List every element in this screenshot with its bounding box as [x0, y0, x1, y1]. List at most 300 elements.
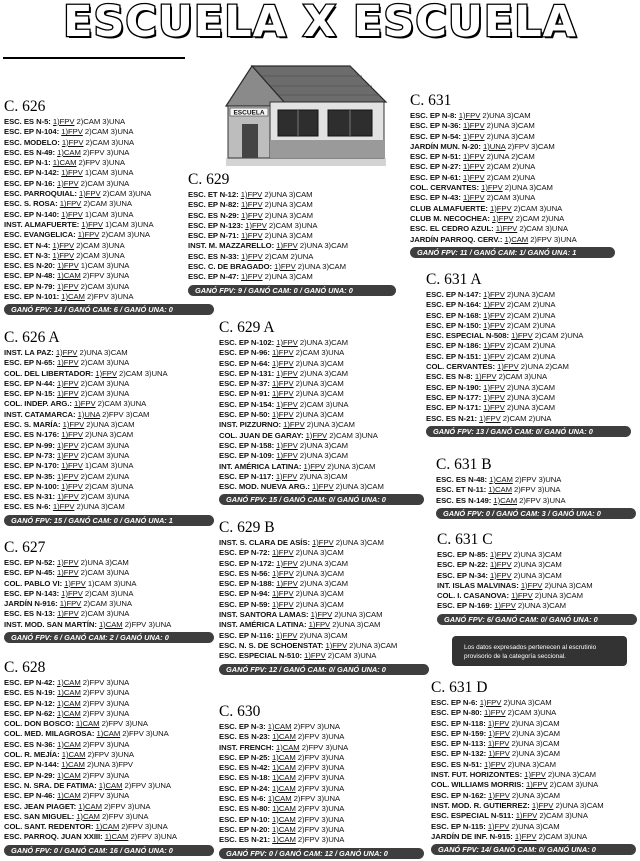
- school-name: ESC. EP N-51:: [410, 152, 461, 162]
- school-name: ESC. EP N-170:: [4, 461, 60, 471]
- winner-party: 1)CAM: [504, 234, 529, 244]
- winner-party: 1)FPV: [484, 708, 506, 718]
- other-parties: 2)FPV 3)UNA: [80, 791, 130, 801]
- winner-party: 1)FPV: [57, 558, 79, 567]
- other-parties: 2)FPV 3)UNA: [80, 688, 130, 698]
- school-name: ESC. C. DE BRAGADO:: [188, 262, 273, 272]
- winner-party: 1)CAM: [272, 773, 296, 783]
- ranking: [58, 199, 132, 208]
- school-result-row: [4, 502, 214, 512]
- other-parties: 2)FPV 3)UNA: [517, 495, 566, 505]
- winner-party: 1)CAM: [272, 824, 296, 834]
- school-result-row: [4, 241, 214, 251]
- school-name: ESC. EP N-3:: [219, 722, 266, 731]
- ranking: [270, 379, 344, 388]
- other-parties: 2)FPV 3)UNA: [295, 773, 345, 783]
- other-parties: 2)FPV 3)UNA: [122, 619, 172, 629]
- ranking: [461, 162, 535, 171]
- school-result-row: [410, 162, 615, 172]
- other-parties: 2)UNA 3)CAM: [304, 420, 355, 430]
- ranking: [272, 262, 346, 271]
- ranking: [488, 560, 562, 569]
- ranking: [55, 179, 129, 188]
- school-name: ESC. PARROQUIAL:: [4, 189, 77, 199]
- ranking: [303, 431, 377, 440]
- other-parties: 2)FPV 3)UNA: [295, 752, 345, 762]
- school-name: ESC. EP N-116:: [219, 630, 274, 640]
- winner-party: 1)FPV: [483, 310, 505, 320]
- school-result-row: [431, 719, 636, 729]
- section-title: C. 629 B: [219, 519, 275, 536]
- ranking: [270, 763, 344, 772]
- section-c631: [410, 93, 615, 258]
- school-name: ESC. ESPECIAL N-511:: [431, 811, 514, 821]
- winner-party: 1)CAM: [267, 722, 292, 731]
- school-name: ESC. EP N-186:: [426, 341, 482, 351]
- ranking: [509, 591, 583, 600]
- school-result-row: [4, 558, 214, 568]
- other-parties: 2)CAM 3)UNA: [74, 117, 126, 126]
- other-parties: 2)CAM 3)UNA: [511, 203, 563, 213]
- school-name: COL. SANT. REDENTOR:: [4, 822, 94, 832]
- school-result-row: [437, 550, 637, 560]
- school-result-row: [219, 743, 424, 753]
- ranking: [270, 773, 344, 782]
- winner-party: 1)FPV: [491, 213, 514, 223]
- summary-bar: GANÓ FPV: 13 / GANÓ CAM: 0/ GANÓ UNA: 0: [426, 426, 631, 437]
- winner-party: 1)FPV: [272, 589, 294, 599]
- section-c631c: [437, 532, 637, 625]
- winner-party: 1)FPV: [490, 550, 512, 559]
- winner-party: 1)CAM: [272, 752, 296, 762]
- school-name: ESC. EP N-169:: [437, 601, 493, 611]
- school-name: INST. FRENCH:: [219, 742, 274, 752]
- other-parties: 2)CAM 3)UNA: [74, 240, 125, 250]
- school-name: ESC. ES N-6:: [219, 794, 266, 804]
- school-name: COL. I. CASANOVA:: [437, 591, 510, 601]
- winner-party: 1)FPV: [520, 580, 543, 590]
- section-c628: [4, 660, 214, 856]
- ranking: [60, 138, 134, 147]
- other-parties: 2)FPV 3)UNA: [511, 485, 561, 495]
- school-name: ESC. EP N-43:: [410, 193, 461, 203]
- winner-party: 1)FPV: [276, 368, 298, 378]
- section-title: C. 630: [219, 703, 261, 720]
- section-title: C. 629: [188, 171, 230, 188]
- other-parties: 2)CAM 3)UNA: [78, 281, 130, 291]
- winner-party: 1)FPV: [57, 261, 79, 271]
- school-result-row: [219, 431, 424, 441]
- school-name: INST. CATAMARCA:: [4, 409, 76, 419]
- winner-party: 1)FPV: [52, 502, 75, 512]
- school-result-row: [4, 369, 214, 379]
- school-result-row: [219, 753, 424, 763]
- school-result-row: [219, 348, 424, 358]
- other-parties: 2)FPV 3)UNA: [528, 234, 577, 244]
- school-name: ESC. ES N-49:: [4, 147, 56, 157]
- school-result-row: [4, 179, 214, 189]
- ranking: [461, 173, 535, 182]
- school-name: ESC. EP N-99:: [4, 440, 55, 450]
- school-name: ESC. EP N-123:: [188, 220, 244, 230]
- other-parties: 2)FPV 3)UNA: [120, 729, 169, 739]
- other-parties: 2)UNA 3)CAM: [293, 589, 344, 599]
- school-result-row: [426, 321, 631, 331]
- school-result-row: [4, 709, 214, 719]
- ranking: [50, 251, 124, 260]
- ranking: [487, 475, 561, 484]
- school-result-row: [431, 822, 636, 832]
- other-parties: 2)UNA 3)CAM: [325, 461, 376, 471]
- section-c631b: [436, 457, 636, 519]
- ranking: [74, 812, 148, 821]
- ranking: [270, 359, 344, 368]
- section-title: C. 627: [4, 539, 46, 556]
- other-parties: 2)FPV 3)UNA: [80, 678, 130, 687]
- school-name: ESC. EP N-96:: [219, 348, 270, 358]
- school-name: ESC. EP N-61:: [410, 172, 461, 182]
- winner-party: 1)FPV: [52, 250, 75, 260]
- school-result-row: [219, 804, 424, 814]
- ranking: [270, 548, 344, 557]
- winner-party: 1)FPV: [81, 219, 103, 229]
- winner-party: 1)CAM: [98, 619, 123, 629]
- school-name: ESC. ET N-11:: [436, 485, 487, 495]
- other-parties: 2)CAM 3)UNA: [297, 399, 349, 409]
- school-name: ESC. EP N-162:: [431, 790, 487, 800]
- winner-party: 1)CAM: [57, 147, 81, 157]
- other-parties: 2)FPV 3)UNA: [99, 811, 149, 821]
- school-name: ESC. EP N-59:: [219, 599, 270, 609]
- school-result-row: [188, 221, 396, 231]
- school-name: ESC. EP N-44:: [4, 378, 55, 388]
- school-name: ESC. ES N-19:: [4, 688, 56, 698]
- ranking: [97, 781, 171, 790]
- ranking: [55, 261, 129, 270]
- school-name: INST. LA PAZ:: [4, 348, 54, 357]
- school-name: ESC. EP N-154:: [219, 399, 275, 409]
- ranking: [478, 698, 552, 707]
- other-parties: 2)CAM 3)UNA: [496, 372, 548, 382]
- summary-bar: GANÓ FPV: 14/ GANÓ CAM: 0/ GANÓ UNA: 0: [431, 844, 636, 855]
- winner-party: 1)CAM: [272, 804, 296, 814]
- winner-party: 1)FPV: [62, 420, 85, 430]
- winner-party: 1)CAM: [493, 495, 518, 505]
- school-result-row: [219, 420, 424, 430]
- winner-party: 1)CAM: [76, 811, 100, 821]
- ranking: [274, 241, 348, 250]
- school-name: ESC. EP N-52:: [4, 558, 55, 567]
- other-parties: 2)UNA 3)CAM: [262, 210, 313, 220]
- winner-party: 1)FPV: [241, 231, 263, 241]
- school-result-row: [4, 599, 214, 609]
- winner-party: 1)FPV: [57, 568, 79, 578]
- winner-party: 1)FPV: [494, 601, 516, 611]
- winner-party: 1)FPV: [511, 591, 533, 601]
- school-name: ESC. EP N-151:: [426, 351, 482, 361]
- ranking: [239, 211, 313, 220]
- other-parties: 2)CAM 3)UNA: [95, 399, 147, 409]
- school-result-row: [437, 560, 637, 570]
- school-result-row: [437, 571, 637, 581]
- school-name: JARDÍN DE INF. N-915:: [431, 831, 513, 841]
- winner-party: 1)FPV: [57, 281, 79, 291]
- school-result-row: [219, 763, 424, 773]
- school-name: ESC. EP N-140:: [4, 209, 60, 219]
- school-result-row: [4, 482, 214, 492]
- school-result-row: [410, 183, 615, 193]
- school-name: ESC. EP N-94:: [219, 589, 270, 599]
- school-result-row: [4, 271, 214, 281]
- school-result-row: [4, 579, 214, 589]
- other-parties: 2)UNA 3)CAM: [515, 601, 567, 611]
- other-parties: 2)UNA 3)CAM: [297, 338, 349, 347]
- other-parties: 2)CAM 3)UNA: [484, 193, 536, 203]
- winner-party: 1)UNA: [77, 409, 101, 419]
- school-result-row: [4, 127, 214, 137]
- school-name: ESC. PARROQ. JUAN XXIII:: [4, 832, 103, 842]
- winner-party: 1)CAM: [267, 794, 292, 804]
- ranking: [509, 331, 583, 340]
- winner-party: 1)FPV: [61, 430, 83, 440]
- other-parties: 2)UNA 3)CAM: [262, 231, 313, 241]
- school-result-row: [188, 262, 396, 272]
- school-result-row: [4, 568, 214, 578]
- school-name: ESC. EP N-79:: [4, 281, 55, 291]
- school-name: ESC. EP N-100:: [4, 481, 60, 491]
- ranking: [514, 811, 588, 820]
- ranking: [76, 802, 150, 811]
- school-name: ESC. S. ROSA:: [4, 199, 58, 209]
- results-list: [4, 117, 214, 302]
- other-parties: 2)FPV 3)UNA: [101, 801, 151, 811]
- other-parties: 2)FPV 3)UNA: [291, 794, 341, 804]
- school-result-row: [4, 492, 214, 502]
- school-name: COL. DEL LIBERTADOR:: [4, 368, 94, 378]
- winner-party: 1)CAM: [98, 780, 123, 790]
- winner-party: 1)CAM: [488, 485, 512, 495]
- other-parties: 2)CAM 3)UNA: [537, 811, 588, 821]
- section-c631d: [431, 680, 636, 855]
- winner-party: 1)FPV: [241, 210, 263, 220]
- summary-bar: GANÓ FPV: 0 / GANÓ CAM: 3 / GANÓ UNA: 0: [436, 508, 636, 519]
- winner-party: 1)FPV: [57, 492, 79, 502]
- school-name: ESC. EP N-147:: [426, 290, 482, 299]
- other-parties: 2)CAM 3)UNA: [78, 609, 130, 619]
- school-name: ESC. EP N-82:: [188, 200, 239, 210]
- school-result-row: [436, 485, 636, 495]
- other-parties: 2)CAM 3)UNA: [82, 588, 134, 598]
- winner-party: 1)FPV: [490, 203, 512, 213]
- winner-party: 1)FPV: [308, 620, 331, 630]
- school-result-row: [4, 729, 214, 739]
- school-name: COL. CERVANTES:: [426, 362, 496, 372]
- school-result-row: [4, 220, 214, 230]
- school-name: ESC. EP N-54:: [410, 131, 461, 141]
- other-parties: 2)CAM 3)UNA: [100, 189, 152, 199]
- other-parties: 2)UNA 3)CAM: [297, 471, 348, 481]
- ranking: [270, 589, 344, 598]
- school-result-row: [426, 331, 631, 341]
- winner-party: 1)FPV: [526, 780, 548, 790]
- school-result-row: [4, 719, 214, 729]
- school-name: ESC. EP N-12:: [4, 698, 55, 708]
- school-name: ESC. EP N-8:: [410, 111, 457, 120]
- winner-party: 1)FPV: [463, 121, 485, 131]
- winner-party: 1)CAM: [95, 822, 120, 832]
- ranking: [270, 825, 344, 834]
- ranking: [486, 485, 560, 494]
- school-name: ESC. EP N-159:: [431, 728, 487, 738]
- winner-party: 1)FPV: [531, 800, 554, 810]
- winner-party: 1)FPV: [74, 399, 96, 409]
- school-result-row: [219, 400, 424, 410]
- winner-party: 1)CAM: [96, 729, 121, 739]
- ranking: [61, 420, 135, 429]
- school-result-row: [426, 290, 631, 300]
- school-result-row: [410, 193, 615, 203]
- ranking: [481, 393, 555, 402]
- school-result-row: [431, 791, 636, 801]
- school-result-row: [219, 620, 429, 630]
- results-list: [426, 290, 631, 424]
- other-parties: 2)CAM 2)UNA: [504, 341, 556, 351]
- school-result-row: [219, 548, 429, 558]
- school-name: ESC. EP N-164:: [426, 300, 482, 310]
- school-result-row: [219, 559, 429, 569]
- ranking: [59, 589, 133, 598]
- other-parties: 2)FPV 3)CAM: [505, 141, 555, 151]
- school-result-row: [219, 410, 424, 420]
- ranking: [72, 399, 146, 408]
- school-result-row: [426, 300, 631, 310]
- summary-bar: GANÓ FPV: 9 / GANÓ CAM: 0 / GANÓ UNA: 0: [188, 285, 396, 296]
- winner-party: 1)FPV: [514, 831, 537, 841]
- winner-party: 1)FPV: [61, 588, 83, 598]
- ranking: [461, 132, 535, 141]
- school-name: ESC. EP N-150:: [426, 320, 482, 330]
- ranking: [274, 441, 348, 450]
- ranking: [239, 252, 313, 261]
- school-name: ESC. EP N-35:: [4, 471, 55, 481]
- winner-party: 1)CAM: [61, 750, 86, 760]
- school-name: ESC. EP N-65:: [4, 358, 55, 368]
- other-parties: 1)CAM 3)UNA: [102, 219, 154, 229]
- school-result-row: [4, 699, 214, 709]
- school-result-row: [431, 749, 636, 759]
- section-c626a: [4, 330, 214, 526]
- school-name: ESC. ES N-29:: [188, 210, 240, 220]
- other-parties: 2)UNA 3)CAM: [511, 550, 562, 559]
- winner-party: 1)FPV: [241, 251, 263, 261]
- school-result-row: [426, 352, 631, 362]
- winner-party: 1)FPV: [483, 300, 505, 310]
- school-result-row: [436, 496, 636, 506]
- winner-party: 1)CAM: [272, 783, 296, 793]
- winner-party: 1)FPV: [61, 137, 84, 147]
- school-result-row: [431, 739, 636, 749]
- ranking: [481, 290, 555, 299]
- winner-party: 1)FPV: [283, 420, 305, 430]
- winner-party: 1)FPV: [488, 790, 510, 800]
- school-result-row: [188, 231, 396, 241]
- winner-party: 1)FPV: [304, 651, 326, 661]
- school-result-row: [4, 410, 214, 420]
- school-name: ESC. N. SRA. DE FATIMA:: [4, 780, 97, 790]
- school-result-row: [4, 282, 214, 292]
- school-name: ESC. EP N-71:: [188, 231, 239, 241]
- other-parties: 2)UNA 3)CAM: [293, 599, 344, 609]
- ranking: [55, 568, 129, 577]
- other-parties: 2)UNA 3)CAM: [480, 111, 531, 120]
- school-name: ESC. ES N-56:: [219, 568, 271, 578]
- school-result-row: [4, 148, 214, 158]
- school-name: ESC. EP N-47:: [188, 272, 239, 282]
- school-name: ESC. EP N-34:: [437, 570, 488, 580]
- school-result-row: [219, 379, 424, 389]
- school-name: ESC. N. S. DE SCHOENSTAT:: [219, 640, 324, 650]
- ranking: [54, 348, 128, 357]
- section-c629a: [219, 320, 424, 505]
- school-result-row: [4, 158, 214, 168]
- other-parties: 2)UNA 3)CAM: [504, 403, 556, 413]
- school-result-row: [219, 482, 424, 492]
- other-parties: 2)CAM 2)UNA: [484, 172, 536, 182]
- winner-party: 1)FPV: [272, 548, 294, 558]
- winner-party: 1)FPV: [497, 362, 519, 372]
- school-result-row: [4, 441, 214, 451]
- school-result-row: [4, 589, 214, 599]
- winner-party: 1)CAM: [272, 814, 296, 824]
- other-parties: 2)UNA 3)CAM: [330, 620, 381, 630]
- winner-party: 1)FPV: [479, 413, 501, 423]
- ranking: [274, 451, 348, 460]
- ranking: [59, 127, 133, 136]
- school-name: ESC. MOD. NUEVA ARG.:: [219, 482, 310, 492]
- other-parties: 2)CAM 3)UNA: [82, 481, 134, 491]
- ranking: [55, 389, 129, 398]
- school-name: ESC. EP N-142:: [4, 168, 60, 178]
- school-name: ESC. EP N-45:: [4, 568, 55, 578]
- ranking: [239, 272, 313, 281]
- school-name: ESC. EP N-177:: [426, 392, 482, 402]
- other-parties: 2)CAM 3)UNA: [517, 224, 568, 234]
- school-result-row: [219, 569, 429, 579]
- school-result-row: [426, 362, 631, 372]
- ranking: [55, 699, 129, 708]
- ranking: [492, 601, 566, 610]
- ranking: [495, 362, 569, 371]
- other-parties: 2)UNA 3)CAM: [293, 410, 344, 420]
- ranking: [513, 832, 587, 841]
- school-name: ESC. ES N-6:: [4, 502, 51, 512]
- school-result-row: [219, 451, 424, 461]
- winner-party: 1)FPV: [511, 331, 533, 341]
- winner-party: 1)FPV: [59, 199, 82, 209]
- school-name: COL. JUAN DE GARAY:: [219, 430, 304, 440]
- school-result-row: [4, 138, 214, 148]
- ranking: [59, 168, 133, 177]
- school-result-row: [410, 121, 615, 131]
- school-name: ESC. ES N-8:: [426, 372, 473, 382]
- winner-party: 1)FPV: [241, 200, 263, 210]
- school-result-row: [4, 822, 214, 832]
- other-parties: 2)FPV 3)UNA: [80, 698, 130, 708]
- school-name: COL. CERVANTES:: [410, 183, 480, 193]
- school-name: ESC. ES N-176:: [4, 430, 60, 440]
- other-parties: 2)FPV 3)UNA: [295, 835, 345, 845]
- school-name: ESC. EP N-104:: [4, 127, 60, 137]
